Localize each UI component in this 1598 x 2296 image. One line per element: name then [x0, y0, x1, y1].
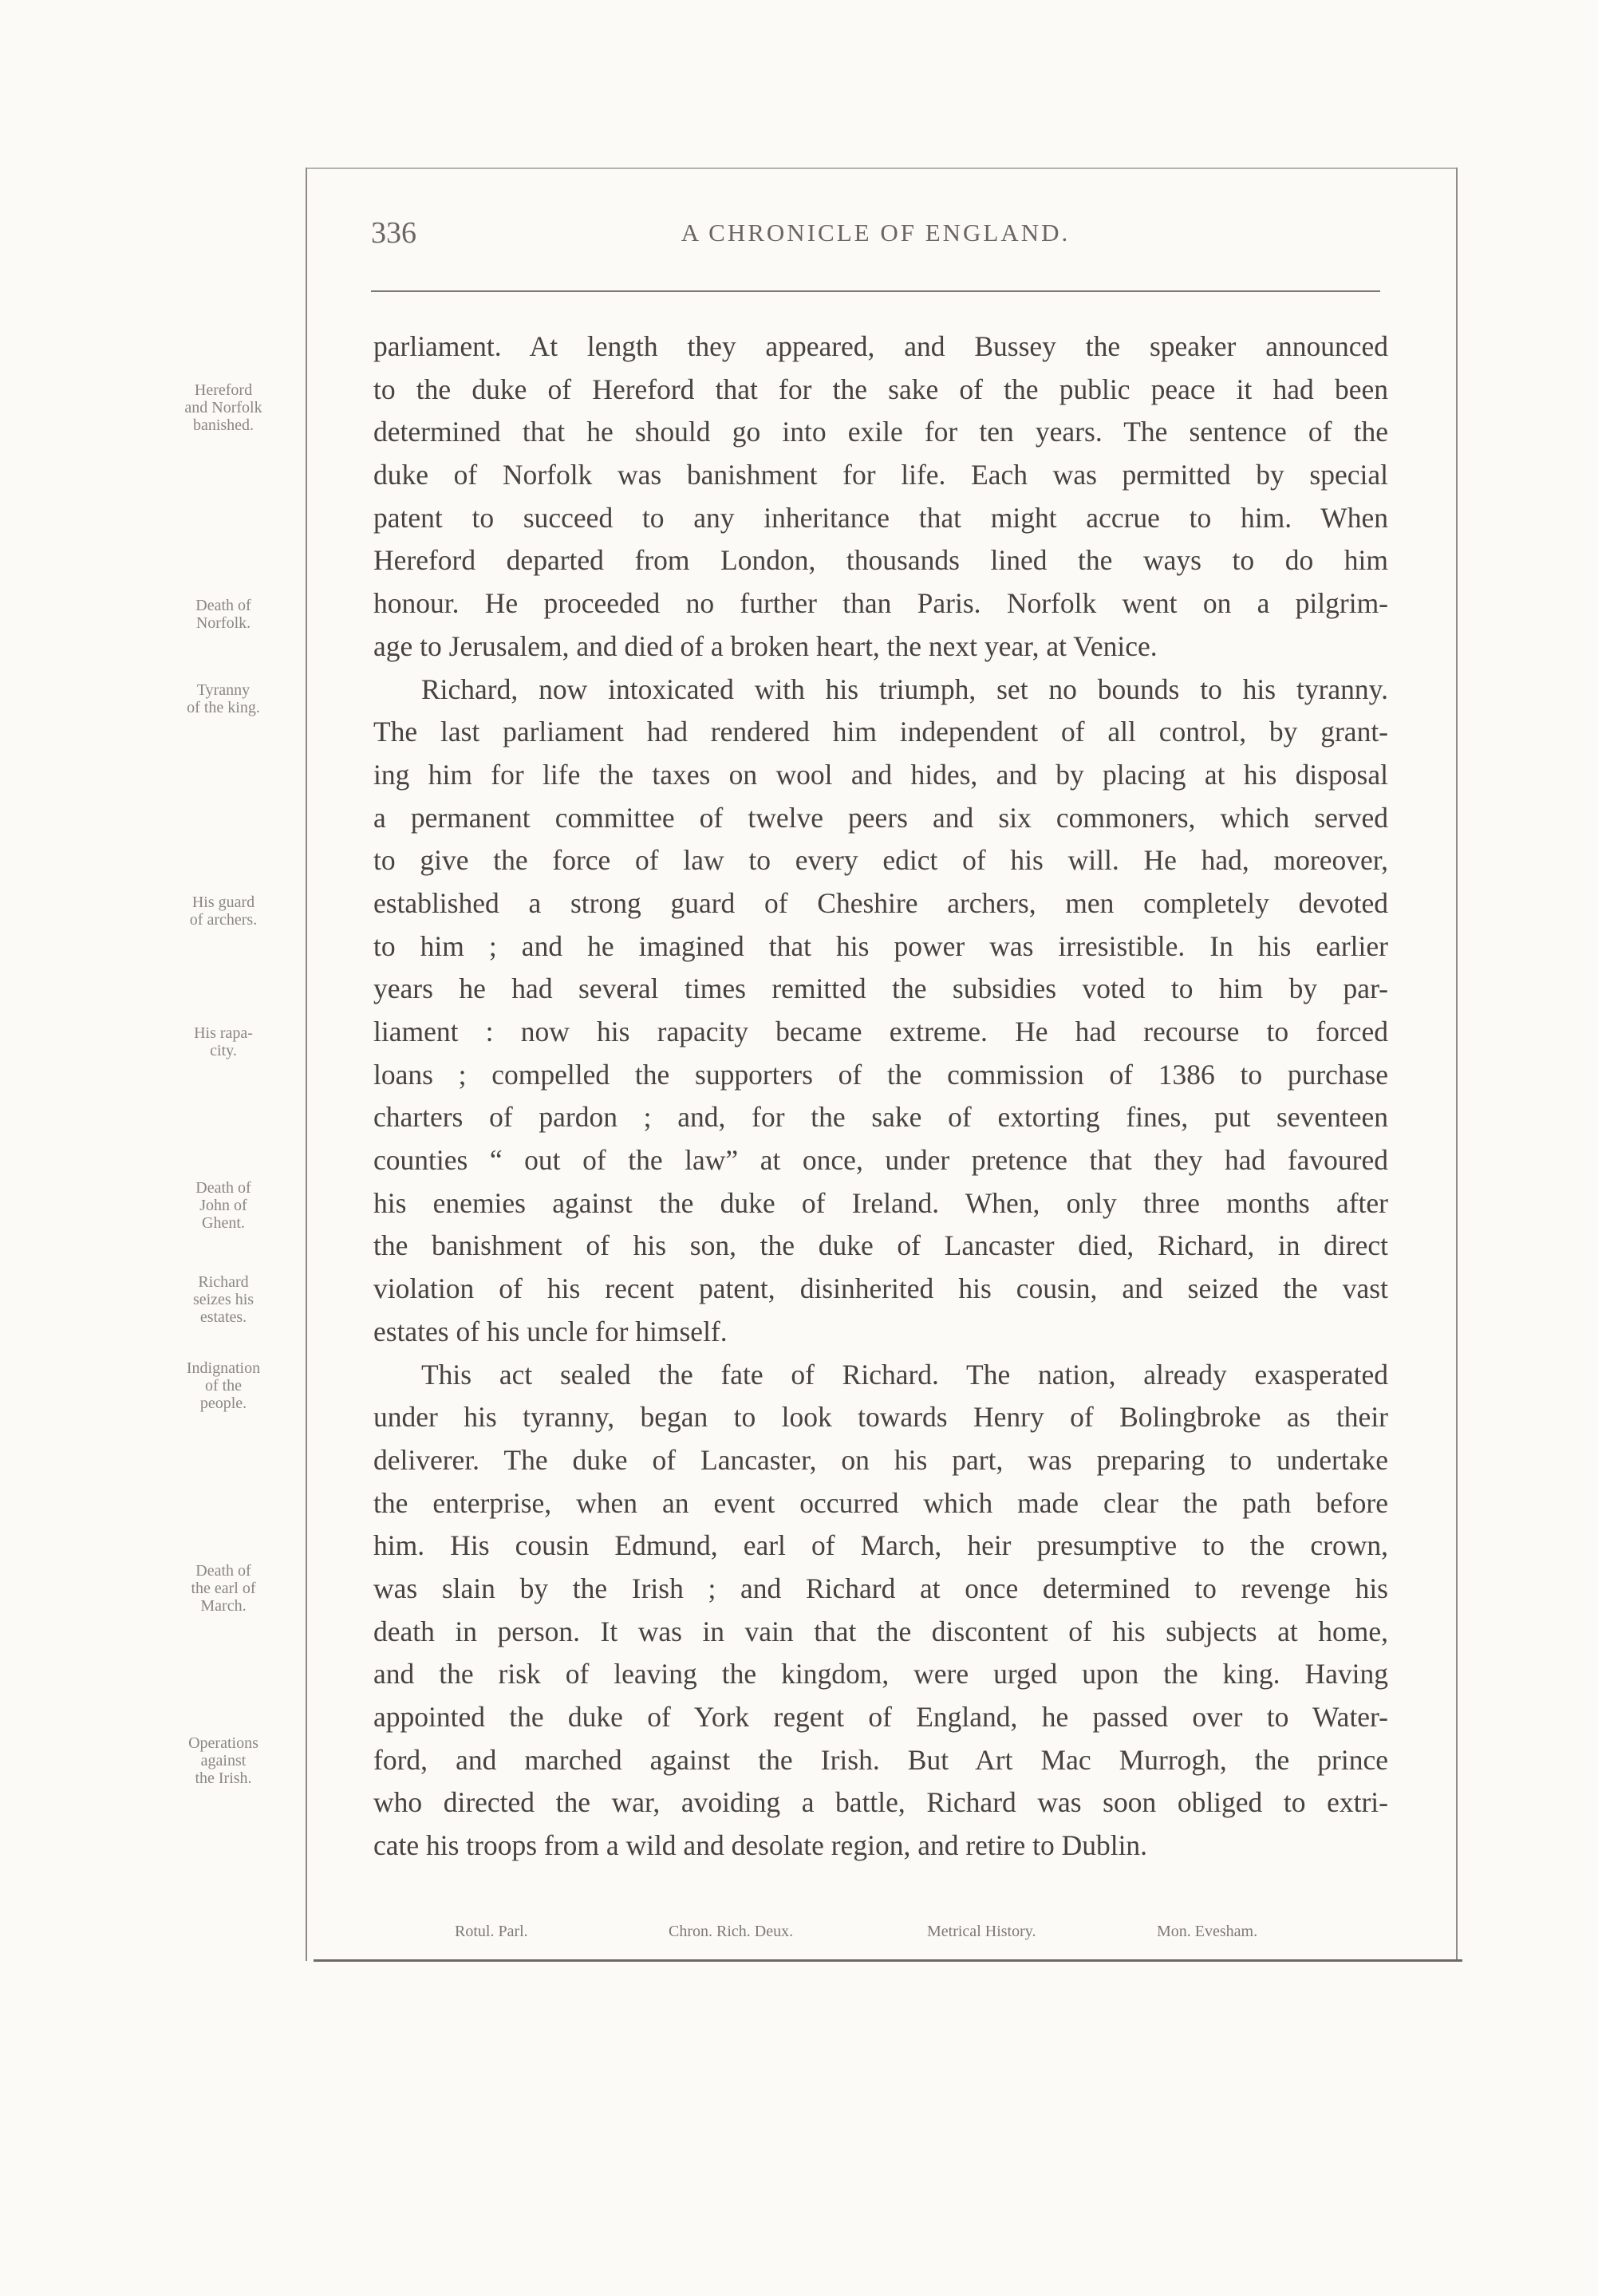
sidenote-operations-against-the-irish: [152, 1734, 295, 1787]
text-line: parliament. At length they appeared, and Bussey the speaker announced: [373, 330, 1388, 362]
text-line: to the duke of Hereford that for the sake of the public peace it had been: [373, 373, 1388, 405]
sidenote-line: Indignation: [186, 1359, 261, 1377]
sidenote-his-guard-of-archers: [152, 894, 295, 929]
text-line: This act sealed the fate of Richard. The nation, already exasperated: [421, 1358, 1388, 1391]
sidenote-line: of archers.: [189, 911, 258, 929]
sidenote-line: against: [200, 1752, 247, 1769]
text-line: cate his troops from a wild and desolate region, and retire to Dublin.: [373, 1829, 1148, 1862]
text-line: his enemies against the duke of Ireland. When, only three months after: [373, 1186, 1388, 1219]
text-line: under his tyranny, began to look towards Henry of Bolingbroke as their: [373, 1401, 1388, 1434]
sidenote-line: March.: [200, 1597, 247, 1615]
page-frame-bottom-border: [314, 1959, 1462, 1962]
text-line: estates of his uncle for himself.: [373, 1315, 728, 1347]
body-text: [373, 325, 1388, 1868]
reference-monk-of-evesham: Mon. Evesham.: [1157, 1923, 1258, 1940]
text-line: violation of his recent patent, disinherited his cousin, and seized the vast: [373, 1272, 1388, 1305]
text-line: the enterprise, when an event occurred which made clear the path before: [373, 1486, 1388, 1519]
sidenote-line: Death of: [195, 1179, 251, 1197]
text-line: loans ; compelled the supporters of the commission of 1386 to purchase: [373, 1058, 1388, 1091]
sidenote-tyranny-of-the-king: [152, 681, 295, 716]
sidenote-line: city.: [210, 1042, 237, 1059]
text-line: the banishment of his son, the duke of Lancaster died, Richard, in direct: [373, 1229, 1388, 1262]
text-line: counties “ out of the law” at once, under pretence that they had favoured: [373, 1144, 1388, 1177]
text-line: ford, and marched against the Irish. But Art Mac Murrogh, the prince: [373, 1743, 1388, 1776]
sidenote-line: Norfolk.: [195, 614, 251, 632]
reference-metrical-history: Metrical History.: [927, 1923, 1036, 1940]
sidenote-his-rapacity: [152, 1024, 295, 1059]
sidenote-line: the Irish.: [195, 1769, 252, 1787]
text-line: established a strong guard of Cheshire archers, men completely devoted: [373, 886, 1388, 919]
source-references: [455, 1923, 1332, 1947]
sidenote-line: John of: [199, 1197, 247, 1214]
text-line: a permanent committee of twelve peers and six commoners, which served: [373, 801, 1388, 834]
header-rule: [371, 290, 1380, 292]
sidenote-death-of-norfolk: [152, 597, 295, 632]
text-line: determined that he should go into exile for ten years. The sentence of the: [373, 416, 1388, 448]
sidenote-line: people.: [199, 1395, 247, 1412]
text-line: to him ; and he imagined that his power was irresistible. In his earlier: [373, 929, 1388, 962]
sidenote-line: of the: [204, 1377, 243, 1395]
sidenote-line: Tyranny: [196, 681, 251, 699]
sidenote-line: Operations: [188, 1734, 258, 1752]
sidenote-line: estates.: [199, 1308, 247, 1326]
sidenote-line: His guard: [191, 894, 255, 911]
sidenote-line: Ghent.: [202, 1214, 245, 1232]
text-line: ing him for life the taxes on wool and hides, and by placing at his disposal: [373, 758, 1388, 791]
text-line: honour. He proceeded no further than Paris. Norfolk went on a pilgrim-: [373, 587, 1388, 620]
text-line: death in person. It was in vain that the discontent of his subjects at home,: [373, 1615, 1388, 1647]
text-line: liament : now his rapacity became extreme. He had recourse to forced: [373, 1016, 1388, 1048]
sidenote-line: and Norfolk: [184, 399, 262, 416]
page-frame-top-border: [306, 168, 1458, 169]
sidenote-line: Death of: [195, 597, 251, 614]
sidenote-line: the earl of: [191, 1580, 256, 1597]
page-frame-right-border: [1456, 168, 1458, 1961]
reference-chronique-richard-deux: Chron. Rich. Deux.: [669, 1923, 794, 1940]
text-line: was slain by the Irish ; and Richard at once determined to revenge his: [373, 1572, 1388, 1604]
sidenote-line: Hereford: [194, 381, 253, 399]
text-line: patent to succeed to any inheritance that might accrue to him. When: [373, 501, 1388, 534]
page-number: 336: [371, 216, 416, 250]
text-line: age to Jerusalem, and died of a broken heart, the next year, at Venice.: [373, 629, 1158, 662]
running-head: [371, 215, 1380, 263]
text-line: duke of Norfolk was banishment for life. Each was permitted by special: [373, 459, 1388, 491]
text-line: The last parliament had rendered him independent of all control, by grant-: [373, 716, 1388, 748]
reference-rotuli-parliamentorum: Rotul. Parl.: [455, 1923, 528, 1940]
text-line: him. His cousin Edmund, earl of March, heir presumptive to the crown,: [373, 1529, 1388, 1562]
text-line: years he had several times remitted the subsidies voted to him by par-: [373, 972, 1388, 1005]
sidenote-death-of-the-earl-of-march: [152, 1562, 295, 1615]
text-line: who directed the war, avoiding a battle, Richard was soon obliged to extri-: [373, 1786, 1388, 1819]
text-line: and the risk of leaving the kingdom, were urged upon the king. Having: [373, 1658, 1388, 1690]
sidenote-line: seizes his: [192, 1291, 254, 1308]
text-line: Richard, now intoxicated with his triumph, set no bounds to his tyranny.: [421, 673, 1388, 705]
text-line: to give the force of law to every edict of his will. He had, moreover,: [373, 844, 1388, 877]
paragraph-container: [373, 325, 1388, 1868]
running-title: A CHRONICLE OF ENGLAND.: [681, 219, 1071, 247]
page-frame-left-border: [306, 168, 307, 1961]
text-line: deliverer. The duke of Lancaster, on his part, was preparing to undertake: [373, 1443, 1388, 1476]
sidenote-indignation-of-the-people: [152, 1359, 295, 1412]
sidenote-line: Death of: [195, 1562, 251, 1580]
sidenote-death-of-john-of-ghent: [152, 1179, 295, 1232]
sidenote-line: of the king.: [187, 699, 260, 716]
sidenote-line: His rapa-: [194, 1024, 253, 1042]
text-line: charters of pardon ; and, for the sake of extorting fines, put seventeen: [373, 1101, 1388, 1134]
sidenote-line: banished.: [192, 416, 254, 434]
sidenote-richard-seizes-his-estates: [152, 1273, 295, 1326]
sidenote-line: Richard: [198, 1273, 249, 1291]
text-line: Hereford departed from London, thousands lined the ways to do him: [373, 544, 1388, 577]
text-line: appointed the duke of York regent of England, he passed over to Water-: [373, 1701, 1388, 1734]
sidenote-hereford-norfolk-banished: [152, 381, 295, 434]
